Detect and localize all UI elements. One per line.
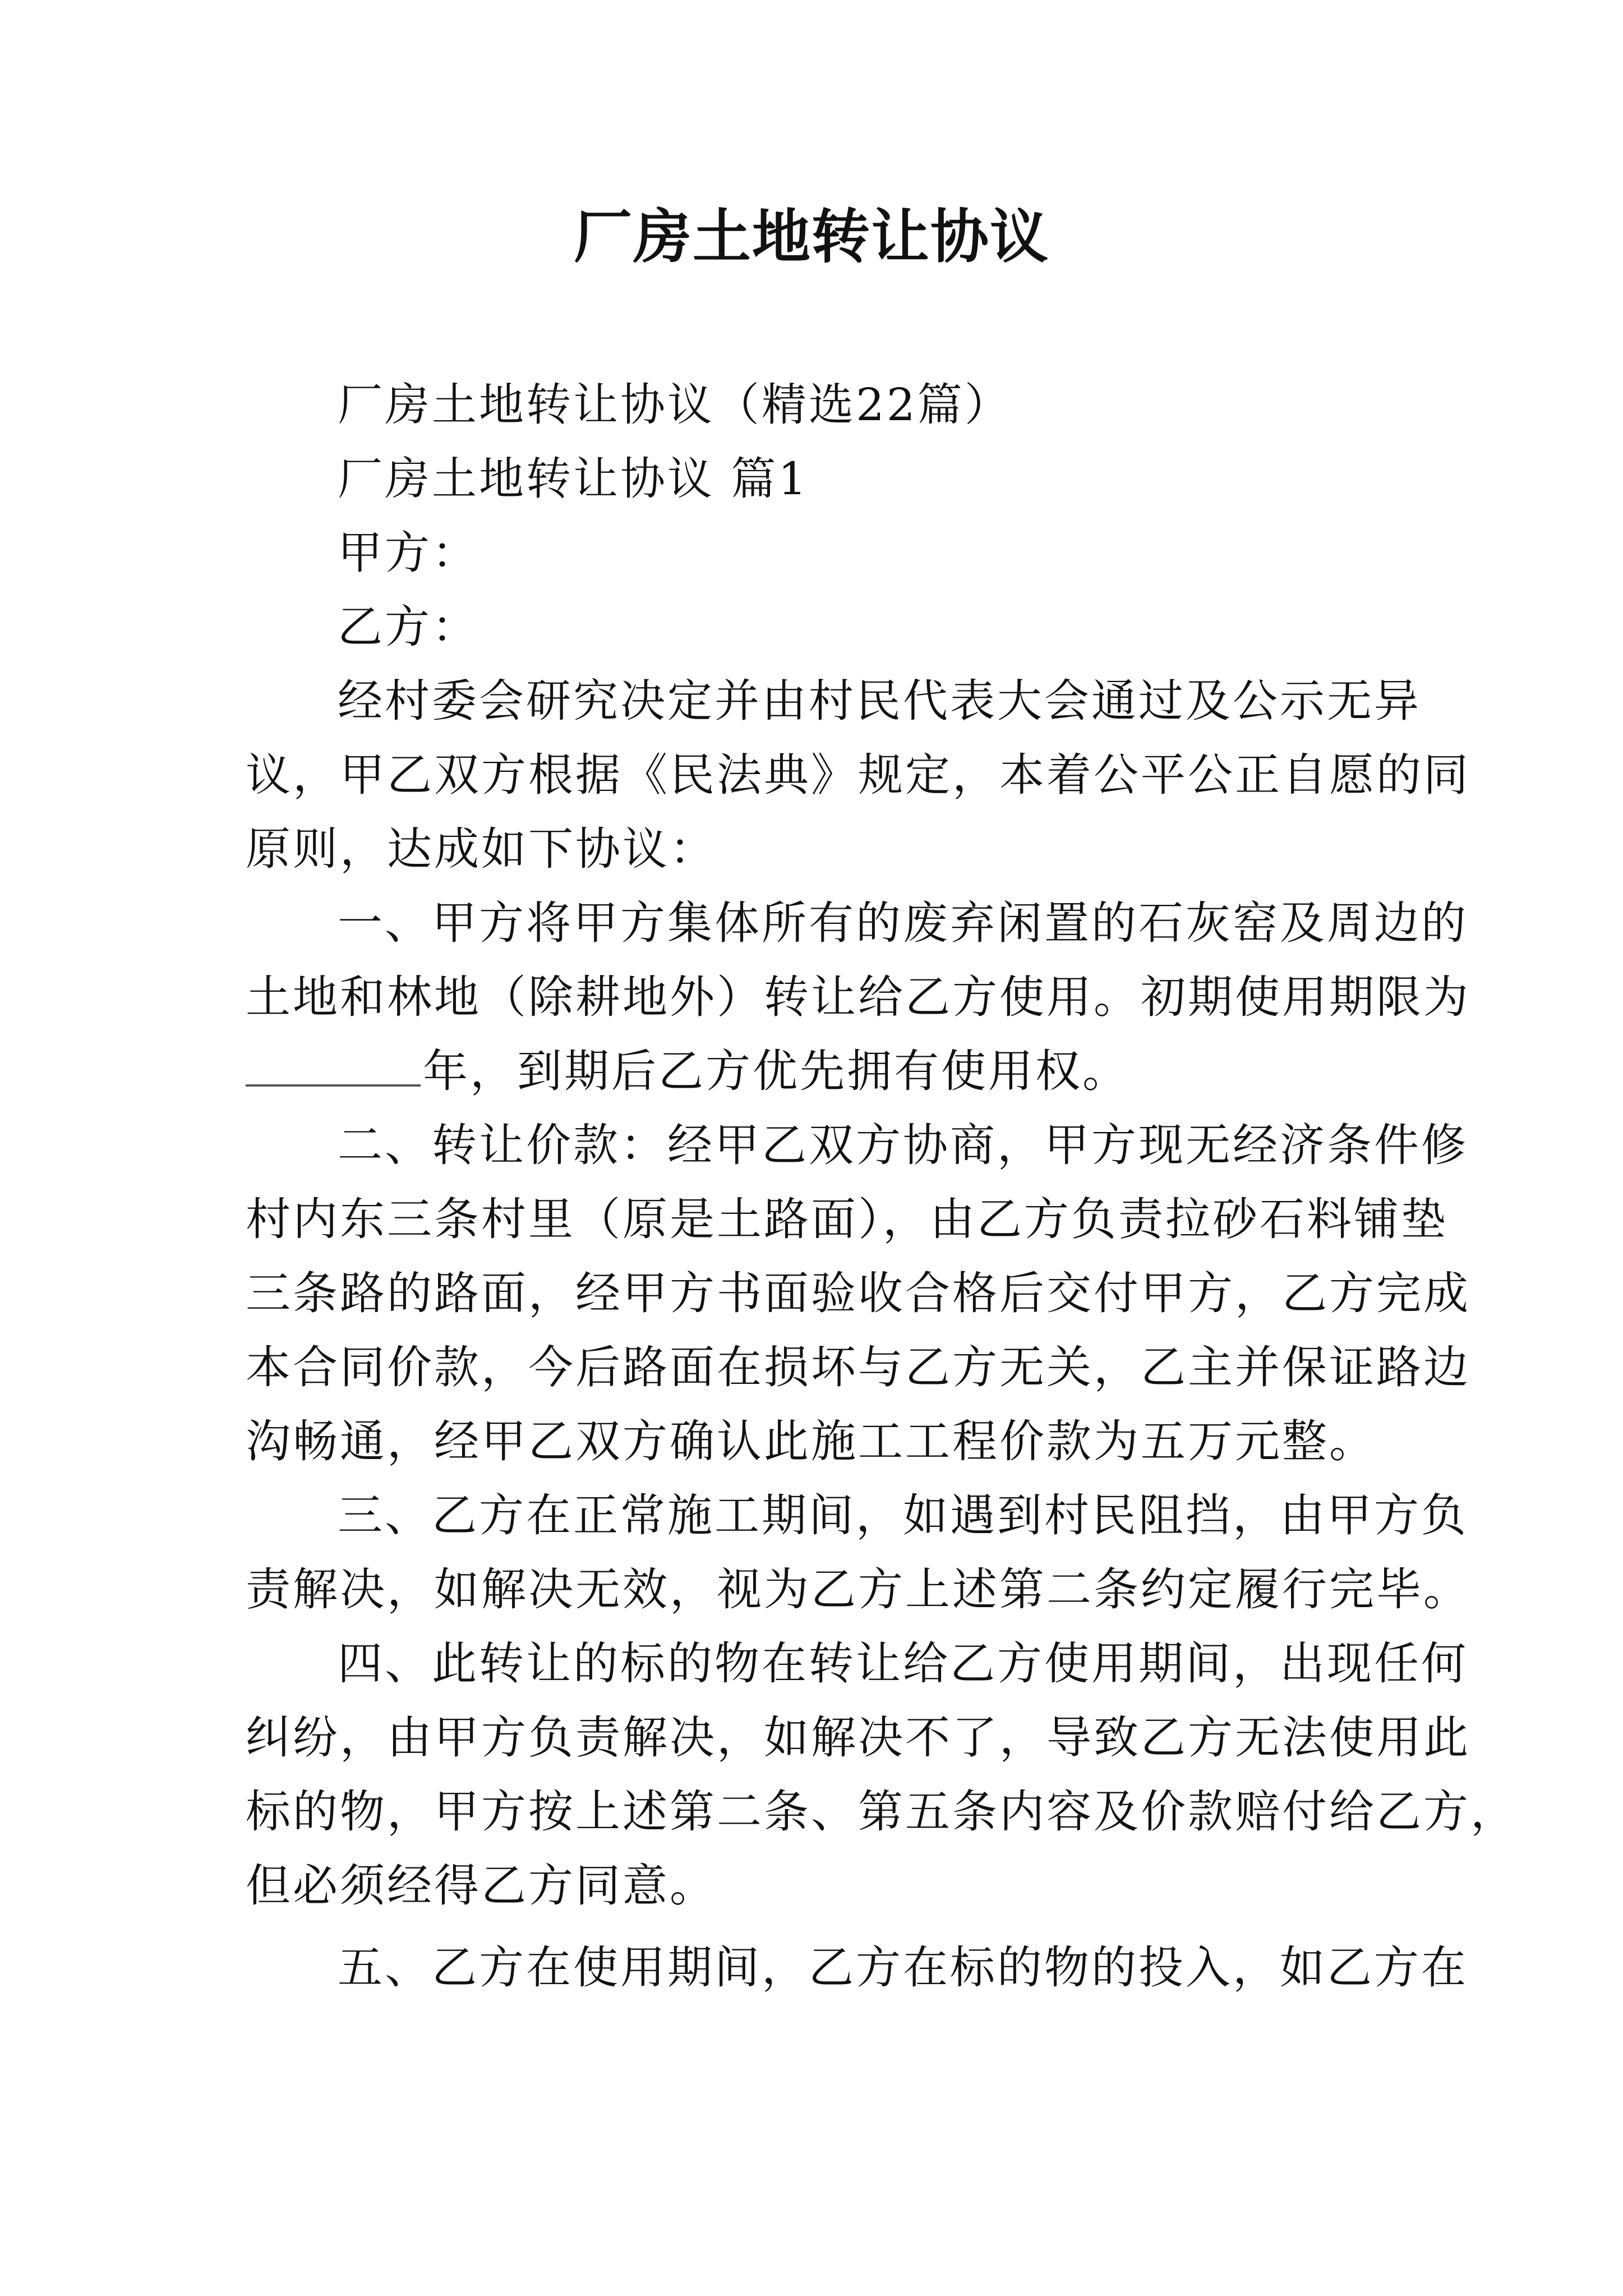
paragraph-line: 原则，达成如下协议：: [246, 823, 717, 875]
paragraph-line: 三、乙方在正常施工期间，如遇到村民阻挡，由甲方负: [338, 1489, 1468, 1542]
paragraph-line: 三条路的路面，经甲方书面验收合格后交付甲方，乙方完成: [246, 1267, 1470, 1319]
paragraph-line: 纠纷，由甲方负责解决，如解决不了，导致乙方无法使用此: [246, 1711, 1470, 1764]
paragraph-line: [246, 1034, 1390, 1108]
paragraph-line: 土地和林地（除耕地外）转让给乙方使用。初期使用期限为: [246, 971, 1470, 1023]
paragraph-line: 标的物，甲方按上述第二条、第五条内容及价款赔付给乙方，: [246, 1786, 1518, 1838]
paragraph-line: 本合同价款，今后路面在损坏与乙方无关，乙主并保证路边: [246, 1341, 1470, 1393]
section-heading: 厂房土地转让协议 篇1: [338, 453, 809, 505]
paragraph-line-text: 年，到期后乙方优先拥有使用权。: [423, 1045, 1129, 1097]
clause-3-paragraph: [246, 1479, 1470, 1627]
paragraph-line: 四、此转让的标的物在转让给乙方使用期间，出现任何: [338, 1637, 1468, 1690]
party-a-label: 甲方：: [338, 527, 479, 579]
paragraph-line: 议，甲乙双方根据《民法典》规定，本着公平公正自愿的同: [246, 749, 1470, 801]
clause-5-paragraph: [246, 1931, 1468, 2005]
clause-2-paragraph: [246, 1108, 1470, 1479]
document-body: [246, 368, 1518, 2005]
paragraph-line: 五、乙方在使用期间，乙方在标的物的投入，如乙方在: [338, 1941, 1468, 1994]
paragraph-line: 责解决，如解决无效，视为乙方上述第二条约定履行完毕。: [246, 1563, 1470, 1616]
paragraph-line: 村内东三条村里（原是土路面），由乙方负责拉砂石料铺垫: [246, 1193, 1448, 1245]
paragraph-line: 一、甲方将甲方集体所有的废弃闲置的石灰窑及周边的: [338, 897, 1468, 949]
preamble-paragraph: [246, 664, 1470, 886]
subtitle: 厂房土地转让协议（精选22篇）: [338, 379, 1012, 431]
paragraph-line: 经村委会研究决定并由村民代表大会通过及公示无异: [338, 675, 1421, 727]
paragraph-line: 二、转让价款：经甲乙双方协商，甲方现无经济条件修: [338, 1119, 1468, 1171]
clause-1-paragraph: [246, 886, 1470, 1108]
paragraph-line: 沟畅通，经甲乙双方确认此施工工程价款为五万元整。: [246, 1415, 1376, 1467]
document-title: 厂房土地转让协议: [573, 202, 1049, 271]
fill-in-blank: [246, 1047, 421, 1087]
paragraph-line: 但必须经得乙方同意。: [246, 1860, 717, 1912]
party-b-label: 乙方：: [338, 601, 479, 653]
clause-4-paragraph: [246, 1627, 1518, 1923]
